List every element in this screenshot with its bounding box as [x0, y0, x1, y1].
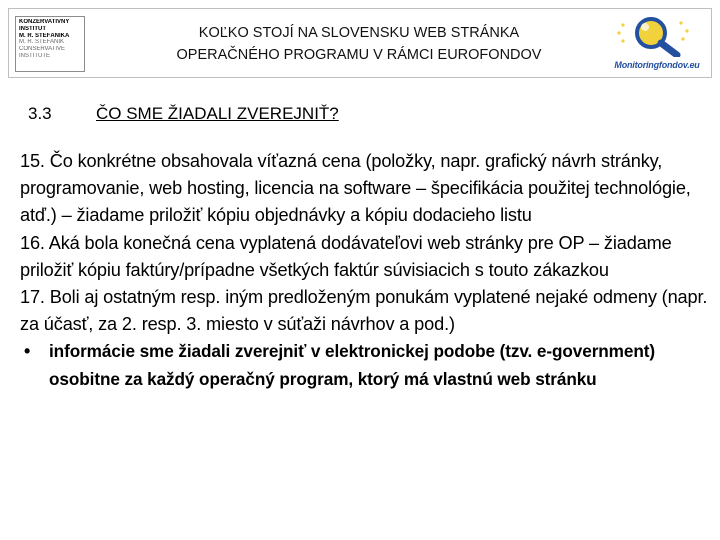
bullet-item: [20, 338, 715, 392]
section-number: 3.3: [28, 104, 52, 123]
logo-brand-text: Monitoringfondov.eu: [614, 60, 700, 70]
logo-line: M. R. ŠTEFÁNIKA: [19, 32, 70, 39]
title-line-2: OPERAČNÉHO PROGRAMU V RÁMCI EUROFONDOV: [176, 47, 542, 63]
logo-line: INŠTITÚT: [19, 25, 46, 32]
question-16: 16. Aká bola konečná cena vyplatená dodávateľovi web stránky pre OP – žiadame priložiť kópiu faktúry/prípadne všetkých faktúr súvisiacich s touto zákazkou: [20, 232, 672, 280]
slide-header: [8, 8, 712, 78]
magnifier-icon: [611, 15, 703, 57]
conservative-institute-logo: [15, 16, 85, 72]
question-15: 15. Čo konkrétne obsahovala víťazná cena (položky, napr. grafický návrh stránky, programovanie, web hosting, licencia na software – špecifikácia použitej technológie, atď.) – žiadame priložiť kópiu objednávky a kópiu dodacieho listu: [20, 151, 691, 226]
section-title: ČO SME ŽIADALI ZVEREJNIŤ?: [96, 104, 339, 123]
logo-line: KONZERVATÍVNY: [19, 19, 70, 25]
slide-body: [20, 148, 715, 393]
bullet-text: informácie sme žiadali zverejniť v elektronickej podobe (tzv. e-government) osobitne za každý operačný program, ktorý má vlastnú web stránku: [49, 341, 655, 389]
page-title: [129, 22, 589, 66]
question-17: 17. Boli aj ostatným resp. iným predloženým ponukám vyplatené nejaké odmeny (napr. za účasť, za 2. resp. 3. miesto v súťaži návrhov a pod.): [20, 287, 708, 335]
logo-line: CONSERVATIVE: [19, 46, 66, 53]
logo-line: M. R. STEFANIK: [19, 39, 65, 46]
logo-line: INSTITUTE: [19, 52, 50, 59]
title-line-1: KOĽKO STOJÍ NA SLOVENSKU WEB STRÁNKA: [198, 25, 520, 41]
bullet-icon: •: [24, 341, 31, 362]
monitoringfondov-logo: [611, 15, 703, 73]
